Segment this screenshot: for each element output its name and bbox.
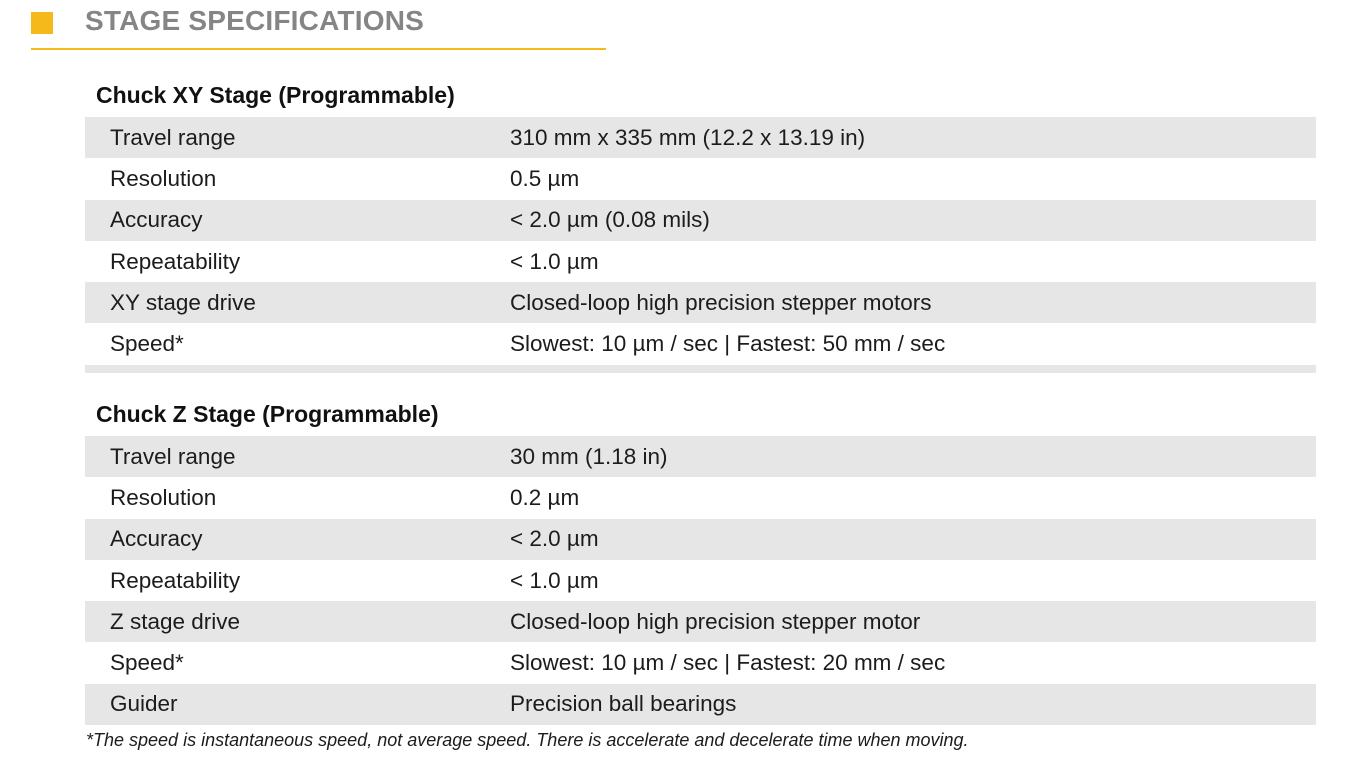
table-row <box>85 519 1316 560</box>
table-row <box>85 684 1316 725</box>
spec-value: < 1.0 µm <box>510 567 599 593</box>
table-row <box>85 117 1316 158</box>
spec-value: Closed-loop high precision stepper motors <box>510 289 932 315</box>
table-row <box>85 323 1316 364</box>
table-end-divider <box>85 365 1316 373</box>
spec-label: Resolution <box>110 484 217 510</box>
table-row <box>85 200 1316 241</box>
spec-label: Repeatability <box>110 567 241 593</box>
z-stage-table <box>85 436 1316 725</box>
spec-value: 310 mm x 335 mm (12.2 x 13.19 in) <box>510 124 866 150</box>
spec-value: 0.5 µm <box>510 165 580 191</box>
spec-label: Speed* <box>110 650 184 676</box>
table-row <box>85 560 1316 601</box>
spec-value: 30 mm (1.18 in) <box>510 443 668 469</box>
section-header <box>31 0 606 50</box>
spec-value: Precision ball bearings <box>510 691 737 717</box>
spec-label: Speed* <box>110 331 184 357</box>
spec-label: XY stage drive <box>110 289 256 315</box>
spec-value: Slowest: 10 µm / sec | Fastest: 50 mm / sec <box>510 331 946 357</box>
table-row <box>85 282 1316 323</box>
xy-stage-title: Chuck XY Stage (Programmable) <box>96 82 455 108</box>
table-row <box>85 642 1316 683</box>
page-title: STAGE SPECIFICATIONS <box>85 5 424 36</box>
spec-label: Accuracy <box>110 526 203 552</box>
spec-value: < 1.0 µm <box>510 248 599 274</box>
spec-value: < 2.0 µm (0.08 mils) <box>510 207 710 233</box>
spec-label: Repeatability <box>110 248 241 274</box>
spec-label: Travel range <box>110 124 236 150</box>
spec-label: Travel range <box>110 443 236 469</box>
spec-value: Slowest: 10 µm / sec | Fastest: 20 mm / sec <box>510 650 946 676</box>
table-row <box>85 158 1316 199</box>
z-stage-title: Chuck Z Stage (Programmable) <box>96 401 439 427</box>
spec-value: 0.2 µm <box>510 484 580 510</box>
spec-value: Closed-loop high precision stepper motor <box>510 608 921 634</box>
table-row <box>85 436 1316 477</box>
spec-value: < 2.0 µm <box>510 526 599 552</box>
table-row <box>85 241 1316 282</box>
table-row <box>85 477 1316 518</box>
spec-label: Resolution <box>110 165 217 191</box>
footnote: *The speed is instantaneous speed, not average speed. There is accelerate and decelerate time when moving. <box>86 730 969 750</box>
table-row <box>85 601 1316 642</box>
spec-label: Accuracy <box>110 207 203 233</box>
header-accent-square <box>31 12 53 34</box>
spec-label: Z stage drive <box>110 608 241 634</box>
spec-label: Guider <box>110 691 178 717</box>
xy-stage-table <box>85 117 1316 373</box>
